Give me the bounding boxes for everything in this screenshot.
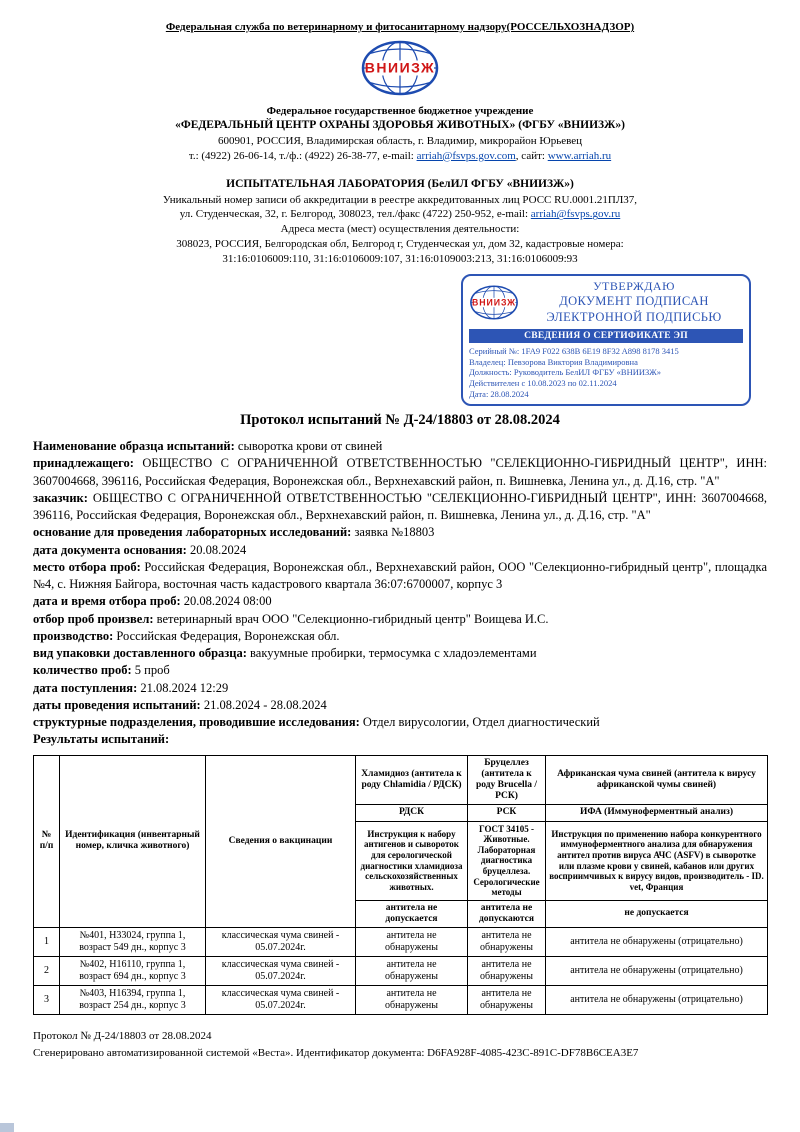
field-label: место отбора проб: — [33, 559, 141, 574]
footer-protocol-ref: Протокол № Д-24/18803 от 28.08.2024 — [33, 1030, 212, 1043]
field-departments — [33, 714, 767, 731]
field-label: производство: — [33, 628, 114, 643]
col-header-brucellosis: Бруцеллез (антитела к роду Brucella / РСК) — [468, 755, 546, 805]
vniizh-logo — [33, 40, 767, 101]
row-result-chlamydia: антитела не обнаружены — [356, 957, 468, 986]
field-basis — [33, 524, 767, 541]
row-num: 1 — [34, 928, 60, 957]
org-site-link[interactable]: www.arriah.ru — [547, 149, 612, 162]
field-received-date — [33, 680, 767, 697]
lab-name: ИСПЫТАТЕЛЬНАЯ ЛАБОРАТОРИЯ (БелИЛ ФГБУ «ВНИИЗЖ») — [226, 178, 574, 191]
method-short-brucellosis: РСК — [468, 805, 546, 821]
row-result-asf: антитела не обнаружены (отрицательно) — [546, 986, 768, 1015]
row-result-brucellosis: антитела не обнаружены — [468, 986, 546, 1015]
field-label: вид упаковки доставленного образца: — [33, 646, 247, 661]
col-header-num: № п/п — [34, 755, 60, 928]
org-site-label: , сайт: — [515, 149, 548, 162]
field-basis-date — [33, 542, 767, 559]
col-header-chlamydia: Хламидиоз (антитела к роду Chlamidia / РДСК) — [356, 755, 468, 805]
stamp-validity: Действителен с 10.08.2023 по 02.11.2024 — [469, 378, 617, 389]
row-result-asf: антитела не обнаружены (отрицательно) — [546, 957, 768, 986]
field-sampling-place — [33, 559, 767, 594]
field-value: вакуумные пробирки, термосумка с хладоэлементами — [246, 646, 537, 661]
page-footer — [33, 1028, 767, 1062]
field-label: дата документа основания: — [33, 542, 187, 557]
org-address: 600901, РОССИЯ, Владимирская область, г. Владимир, микрорайон Юрьевец — [218, 134, 582, 147]
stamp-owner: Владелец: Певзорова Виктория Владимировна — [469, 356, 638, 367]
org-email-link[interactable]: arriah@fsvps.gov.com — [416, 149, 516, 162]
table-row — [34, 957, 768, 986]
field-sampled-by — [33, 611, 767, 628]
row-result-chlamydia: антитела не обнаружены — [356, 986, 468, 1015]
field-label: структурные подразделения, проводившие исследования: — [33, 715, 360, 730]
row-identification: №401, Н33024, группа 1, возраст 549 дн., корпус 3 — [60, 928, 206, 957]
row-vaccination: классическая чума свиней - 05.07.2024г. — [206, 928, 356, 957]
field-label: Наименование образца испытаний: — [33, 439, 235, 454]
field-value: 21.08.2024 12:29 — [137, 680, 229, 695]
lab-address — [33, 207, 767, 222]
field-label: заказчик: — [33, 490, 88, 505]
stamp-position: Должность: Руководитель БелИЛ ФГБУ «ВНИИЗЖ» — [469, 367, 662, 378]
stamp-signed-line1: ДОКУМЕНТ ПОДПИСАН — [559, 294, 709, 309]
results-table — [33, 755, 768, 1016]
row-identification: №402, Н16110, группа 1, возраст 694 дн., корпус 3 — [60, 957, 206, 986]
lab-address-text: ул. Студенческая, 32, г. Белгород, 308023, тел./факс (4722) 250-952, e-mail: — [179, 208, 531, 221]
table-row — [34, 986, 768, 1015]
field-label: принадлежащего: — [33, 456, 134, 471]
table-header-diseases — [34, 755, 768, 805]
activity-address: 308023, РОССИЯ, Белгородская обл, Белгород г, Студенческая ул, дом 32, кадастровые номера: — [176, 237, 624, 250]
norm-brucellosis: антитела не допускаются — [468, 900, 546, 927]
field-value: Российская Федерация, Воронежская обл. — [113, 628, 340, 643]
field-value: ОБЩЕСТВО С ОГРАНИЧЕННОЙ ОТВЕТСТВЕННОСТЬЮ "СЕЛЕКЦИОННО-ГИБРИДНЫЙ ЦЕНТР", ИНН: 3607004668, 396116, Российская Федерация, Воронежская обл., Верхнехавский район, п. Вишневка, Ленина ул., д. Д.16, стр. "А" — [33, 490, 767, 523]
field-label: дата и время отбора проб: — [33, 594, 181, 609]
field-sample-count — [33, 662, 767, 679]
row-identification: №403, Н16394, группа 1, возраст 254 дн., корпус 3 — [60, 986, 206, 1015]
org-contacts — [33, 149, 767, 164]
row-vaccination: классическая чума свиней - 05.07.2024г. — [206, 957, 356, 986]
method-full-brucellosis: ГОСТ 34105 - Животные. Лабораторная диагностика бруцеллеза. Серологические методы — [468, 821, 546, 900]
field-customer — [33, 490, 767, 525]
globe-logo-icon — [360, 40, 440, 96]
field-production — [33, 628, 767, 645]
row-num: 2 — [34, 957, 60, 986]
lab-email-link[interactable]: arriah@fsvps.gov.ru — [530, 208, 621, 221]
field-value: 21.08.2024 - 28.08.2024 — [200, 697, 327, 712]
row-vaccination: классическая чума свиней - 05.07.2024г. — [206, 986, 356, 1015]
field-label: даты проведения испытаний: — [33, 697, 201, 712]
stamp-approve: УТВЕРЖДАЮ — [593, 279, 675, 294]
results-label: Результаты испытаний: — [33, 732, 170, 747]
agency-name: Федеральная служба по ветеринарному и фитосанитарному надзору(РОССЕЛЬХОЗНАДЗОР) — [165, 21, 635, 33]
field-value: ветеринарный врач ООО "Селекционно-гибридный центр" Воищева И.С. — [153, 611, 549, 626]
field-label: количество проб: — [33, 663, 132, 678]
row-result-brucellosis: антитела не обнаружены — [468, 928, 546, 957]
row-result-asf: антитела не обнаружены (отрицательно) — [546, 928, 768, 957]
stamp-serial: Серийный №: 1FA9 F022 638B 6E19 8F32 A898 8178 3415 — [469, 345, 679, 356]
stamp-container — [33, 274, 751, 406]
field-value: 5 проб — [131, 663, 170, 678]
page-title: Протокол испытаний № Д-24/18803 от 28.08.2024 — [240, 412, 560, 429]
stamp-signed-line2: ЭЛЕКТРОННОЙ ПОДПИСЬЮ — [546, 310, 722, 325]
method-full-chlamydia: Инструкция к набору антигенов и сывороток для серологической диагностики хламидиоза сельскохозяйственных животных. — [356, 821, 468, 900]
field-sampling-datetime — [33, 593, 767, 610]
stamp-top — [469, 279, 743, 325]
row-result-brucellosis: антитела не обнаружены — [468, 957, 546, 986]
org-contacts-text: т.: (4922) 26-06-14, т./ф.: (4922) 26-38-77, e-mail: — [188, 149, 417, 162]
method-full-asf: Инструкция по применению набора конкурентного иммуноферментного анализа для обнаружения антител против вируса АЧС (ASFV) в сыворотке или плазме крови у свиней, кабанов или других восприимчивых к вирусу видов, производитель - ID. vet, Франция — [546, 821, 768, 900]
col-header-identification: Идентификация (инвентарный номер, кличка животного) — [60, 755, 206, 928]
screen-corner-artifact — [0, 1123, 14, 1132]
row-num: 3 — [34, 986, 60, 1015]
stamp-date: Дата: 28.08.2024 — [469, 389, 529, 400]
field-value: сыворотка крови от свиней — [234, 439, 383, 454]
col-header-asf: Африканская чума свиней (антитела к вирусу африканской чумы свиней) — [546, 755, 768, 805]
field-value: Отдел вирусологии, Отдел диагностический — [359, 715, 600, 730]
field-test-dates — [33, 697, 767, 714]
field-label: дата поступления: — [33, 680, 138, 695]
lab-accreditation: Уникальный номер записи об аккредитации в реестре аккредитованных лиц РОСС RU.0001.21ПЛ37, — [162, 193, 638, 206]
method-short-chlamydia: РДСК — [356, 805, 468, 821]
field-label: основание для проведения лабораторных исследований: — [33, 525, 352, 540]
org-name: «ФЕДЕРАЛЬНЫЙ ЦЕНТР ОХРАНЫ ЗДОРОВЬЯ ЖИВОТНЫХ» (ФГБУ «ВНИИЗЖ») — [175, 119, 625, 132]
stamp-details — [469, 346, 743, 400]
org-type: Федеральное государственное бюджетное учреждение — [266, 104, 534, 117]
field-value: Российская Федерация, Воронежская обл., Верхнехавский район, ООО "Селекционно-гибридный центр", площадка №4, с. Нижняя Байгора, восточная часть кадастрового квартала 36:07:6700007, корпус 3 — [33, 559, 767, 592]
activity-label: Адреса места (мест) осуществления деятельности: — [280, 223, 520, 236]
field-value: 20.08.2024 — [186, 542, 247, 557]
table-row — [34, 928, 768, 957]
stamp-top-text — [525, 279, 743, 325]
norm-chlamydia: антитела не допускается — [356, 900, 468, 927]
e-signature-stamp — [461, 274, 751, 406]
field-packaging — [33, 645, 767, 662]
field-value: ОБЩЕСТВО С ОГРАНИЧЕННОЙ ОТВЕТСТВЕННОСТЬЮ "СЕЛЕКЦИОННО-ГИБРИДНЫЙ ЦЕНТР", ИНН: 3607004668, 396116, Российская Федерация, Воронежская обл., Верхнехавский район, п. Вишневка, Ленина ул., д. Д.16, стр. "А" — [33, 456, 767, 488]
method-short-asf: ИФА (Иммуноферментный анализ) — [546, 805, 768, 821]
field-sample-name — [33, 438, 767, 455]
stamp-certificate-banner: СВЕДЕНИЯ О СЕРТИФИКАТЕ ЭП — [469, 329, 743, 343]
footer-generated-by: Сгенерировано автоматизированной системой «Веста». Идентификатор документа: D6FA928F-4085-423C-891C-DF78B6CEA3E7 — [33, 1047, 639, 1060]
stamp-logo-icon — [469, 285, 519, 320]
field-label: отбор проб произвел: — [33, 611, 154, 626]
cadastral-numbers: 31:16:0106009:110, 31:16:0106009:107, 31:16:0109003:213, 31:16:0106009:93 — [222, 252, 578, 265]
col-header-vaccination: Сведения о вакцинации — [206, 755, 356, 928]
field-value: заявка №18803 — [351, 525, 435, 540]
row-result-chlamydia: антитела не обнаружены — [356, 928, 468, 957]
field-owner — [33, 455, 767, 490]
field-value: 20.08.2024 08:00 — [180, 594, 272, 609]
norm-asf: не допускается — [546, 900, 768, 927]
